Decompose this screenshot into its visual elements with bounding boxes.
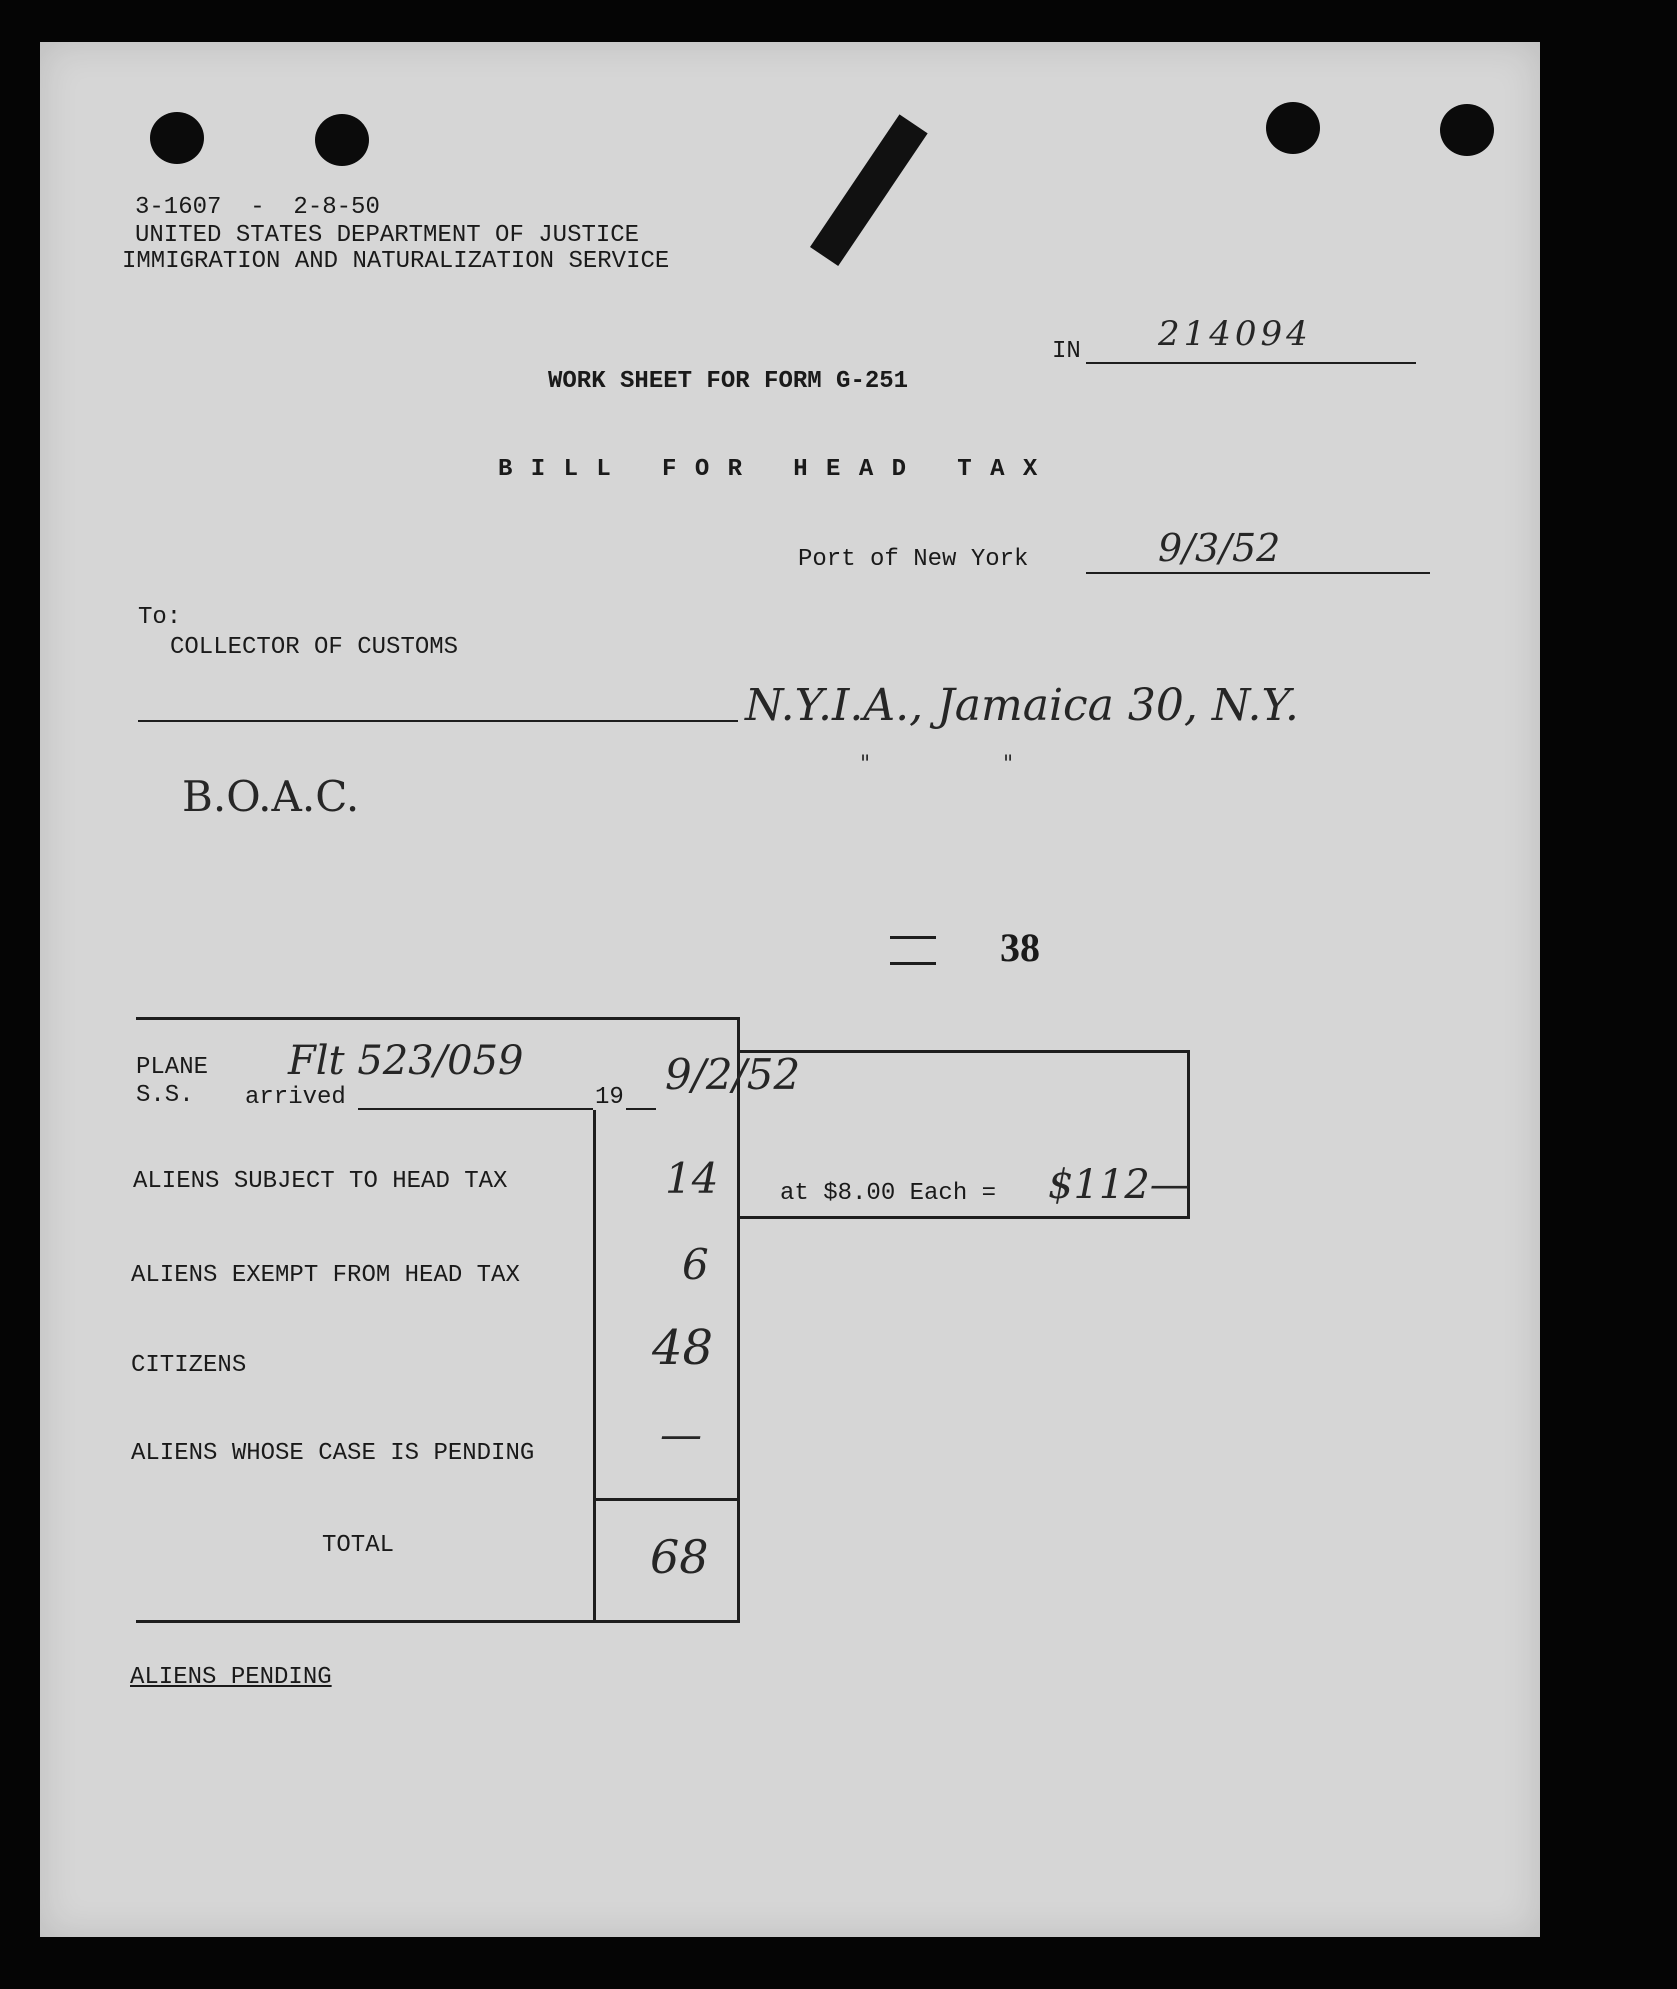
redaction-stamp — [810, 114, 928, 266]
row-value-subject: 14 — [665, 1154, 719, 1203]
carrier-name: B.O.A.C. — [182, 772, 360, 821]
ss-label: S.S. — [136, 1082, 194, 1109]
count-mark: 38 — [1000, 925, 1040, 970]
punch-hole — [150, 112, 204, 164]
row-value-citizens: 48 — [652, 1320, 714, 1376]
total-row-border — [593, 1498, 739, 1501]
in-number-underline — [1086, 362, 1416, 364]
value-column-border — [593, 1110, 596, 1622]
row-label-exempt: ALIENS EXEMPT FROM HEAD TAX — [131, 1262, 520, 1289]
row-label-pending: ALIENS WHOSE CASE IS PENDING — [131, 1440, 535, 1467]
total-value: 68 — [650, 1530, 709, 1584]
collector-name: COLLECTOR OF CUSTOMS — [170, 634, 459, 661]
form-number: 3-1607 - 2-8-50 — [135, 194, 380, 221]
punch-hole — [1266, 102, 1320, 154]
century-label: 19 — [595, 1084, 624, 1111]
port-date-underline — [1086, 572, 1430, 574]
document-page — [40, 42, 1540, 1937]
row-label-citizens: CITIZENS — [131, 1352, 247, 1379]
dash-mark — [890, 936, 936, 939]
punch-hole — [1440, 104, 1494, 156]
punch-hole — [315, 114, 369, 166]
plane-label: PLANE — [136, 1054, 209, 1081]
arrival-date: 9/2/52 — [665, 1050, 801, 1099]
century-underline — [626, 1108, 656, 1110]
rate-box-bottom — [737, 1216, 1190, 1219]
row-value-exempt: 6 — [682, 1240, 709, 1289]
aliens-pending-label: ALIENS PENDING — [130, 1664, 332, 1691]
address-handwritten: N.Y.I.A., Jamaica 30, N.Y. — [745, 680, 1299, 731]
arrived-underline — [358, 1108, 593, 1110]
to-label: To: — [138, 604, 182, 631]
in-number: 214094 — [1158, 314, 1312, 354]
department-name: UNITED STATES DEPARTMENT OF JUSTICE — [135, 222, 640, 249]
port-date: 9/3/52 — [1158, 526, 1281, 570]
table-bottom-border — [136, 1620, 740, 1623]
address-underline — [138, 720, 738, 722]
in-label: IN — [1052, 338, 1081, 365]
service-name: IMMIGRATION AND NATURALIZATION SERVICE — [122, 248, 670, 275]
row-label-subject: ALIENS SUBJECT TO HEAD TAX — [133, 1168, 508, 1195]
port-label: Port of New York — [798, 546, 1029, 573]
table-top-border — [136, 1017, 738, 1020]
tax-amount: $112— — [1048, 1162, 1190, 1208]
rate-text: at $8.00 Each = — [780, 1180, 997, 1207]
rate-box-top — [737, 1050, 1189, 1053]
total-label: TOTAL — [322, 1532, 395, 1559]
ditto-marks: " " — [860, 752, 1014, 777]
arrived-label: arrived — [245, 1084, 346, 1111]
document-title: WORK SHEET FOR FORM G-251 — [548, 368, 909, 395]
dash-mark — [890, 962, 936, 965]
table-right-border — [737, 1017, 740, 1622]
flight-number: Flt 523/059 — [288, 1038, 524, 1084]
document-subtitle: B I L L F O R H E A D T A X — [498, 456, 1040, 483]
row-value-pending: — — [660, 1410, 702, 1459]
